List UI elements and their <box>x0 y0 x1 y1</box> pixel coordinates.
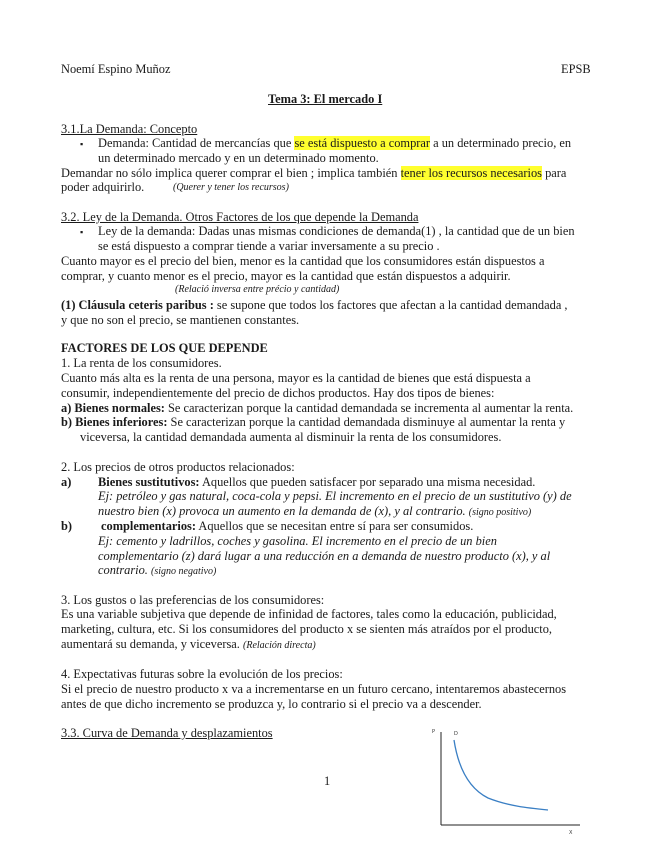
ley-paragraph-line1: Cuanto mayor es el precio del bien, menor es la cantidad que los consumidores están dispuestos a <box>61 254 545 268</box>
demand-note: (Querer y tener los recursos) <box>173 182 289 193</box>
complementarios-ej-line1: Ej: cemento y ladrillos, coches y gasolina. El incremento en el precio de un bien <box>98 534 497 548</box>
sustitutivos-ej-line1: Ej: petróleo y gas natural, coca-cola y pepsi. El incremento en el precio de un sustitutivo (y) de <box>98 489 572 503</box>
section-3-1-heading: 3.1.La Demanda: Concepto <box>61 122 198 136</box>
bienes-normales: a) Bienes normales: Se caracterizan porque la cantidad demandada se incrementa al aumentar la renta. <box>61 401 574 415</box>
section-3-3-heading: 3.3. Curva de Demanda y desplazamientos <box>61 726 273 740</box>
factor-3-line3: aumentará su demanda, y viceversa. (Relación directa) <box>61 637 316 651</box>
x-axis-label: X <box>569 830 573 836</box>
highlight-recursos: tener los recursos necesarios <box>400 166 542 180</box>
ley-note: (Relació inversa entre précio y cantidad) <box>175 284 340 295</box>
highlight-dispuesto: se está dispuesto a comprar <box>294 136 431 150</box>
factor-4-line1: Si el precio de nuestro producto x va a incrementarse en un futuro cercano, intentaremos abastecernos <box>61 682 567 696</box>
factor-4-title: 4. Expectativas futuras sobre la evolución de los precios: <box>61 667 343 681</box>
factor-1-title: 1. La renta de los consumidores. <box>61 356 222 370</box>
demand-curve <box>454 740 548 810</box>
complementarios-ej-line3: contrario. (signo negativo) <box>98 563 217 577</box>
bienes-inferiores: b) Bienes inferiores: Se caracterizan porque la cantidad demandada disminuye al aumentar la renta y <box>61 415 566 429</box>
factor-1-line1: Cuanto más alta es la renta de una persona, mayor es la cantidad de bienes que está dispuesta a <box>61 371 531 385</box>
factor-3-title: 3. Los gustos o las preferencias de los consumidores: <box>61 593 325 607</box>
bienes-sustitutivos: Bienes sustitutivos: Aquellos que pueden satisfacer por separado una misma necesidad. <box>98 475 536 489</box>
complementarios-ej-line2: complementario (z) dará lugar a una reducción en a demanda de nuestro producto (x), y al <box>98 549 551 563</box>
header-school: EPSB <box>561 62 591 76</box>
factor-3-line2: marketing, cultura, etc. Si los consumidores del producto x se sienten más atraídos por el producto, <box>61 622 553 636</box>
ley-paragraph-line2: comprar, y cuanto menor es el precio, mayor es la cantidad que están dispuestos a adquirir. <box>61 269 511 283</box>
factor-4-line2: antes de que dicho incremento se produzca y, lo contrario si el precio va a descender. <box>61 697 482 711</box>
factor-2-title: 2. Los precios de otros productos relacionados: <box>61 460 295 474</box>
curve-label: D <box>454 731 458 737</box>
factor-2-b-mark: b) <box>61 519 73 533</box>
demand-definition: Demanda: Cantidad de mercancías que se está dispuesto a comprar a un determinado precio, en <box>98 136 572 150</box>
factores-heading: FACTORES DE LOS QUE DEPENDE <box>61 341 268 355</box>
ley-demanda-line2: se está dispuesto a comprar tiende a variar inversamente a su precio . <box>98 239 440 253</box>
ceteris-paribus-line2: y que no son el precio, se mantienen constantes. <box>61 313 300 327</box>
header-author: Noemí Espino Muñoz <box>61 62 171 76</box>
page-title: Tema 3: El mercado I <box>268 92 383 106</box>
demand-definition-line2: un determinado mercado y en un determinado momento. <box>98 151 379 165</box>
demand-paragraph-line2: poder adquirirlo. <box>61 180 145 194</box>
demand-paragraph: Demandar no sólo implica querer comprar el bien ; implica también tener los recursos necesarios para <box>61 166 567 180</box>
ceteris-paribus: (1) Cláusula ceteris paribus : se supone que todos los factores que afectan a la cantidad demandada , <box>61 298 568 312</box>
demand-curve-graph <box>428 726 588 848</box>
factor-1-line2: consumir, independientemente del precio de dichos productos. Hay dos tipos de bienes: <box>61 386 495 400</box>
bullet-icon: ▪ <box>80 139 84 149</box>
bienes-inferiores-line2: viceversa, la cantidad demandada aumenta al disminuir la renta de los consumidores. <box>80 430 502 444</box>
y-axis-label: P <box>432 729 436 735</box>
bienes-complementarios: complementarios: Aquellos que se necesitan entre sí para ser consumidos. <box>101 519 474 533</box>
sustitutivos-ej-line2: nuestro bien (x) provoca un aumento en la demanda de (x), y al contrario. (signo positivo) <box>98 504 532 518</box>
factor-3-line1: Es una variable subjetiva que depende de infinidad de factores, tales como la educación, publicidad, <box>61 607 557 621</box>
ley-demanda-line1: Ley de la demanda: Dadas unas mismas condiciones de demanda(1) , la cantidad que de un bien <box>98 224 575 238</box>
factor-2-a-mark: a) <box>61 475 72 489</box>
bullet-icon: ▪ <box>80 227 84 237</box>
section-3-2-heading: 3.2. Ley de la Demanda. Otros Factores de los que depende la Demanda <box>61 210 419 224</box>
page-number: 1 <box>324 774 331 788</box>
